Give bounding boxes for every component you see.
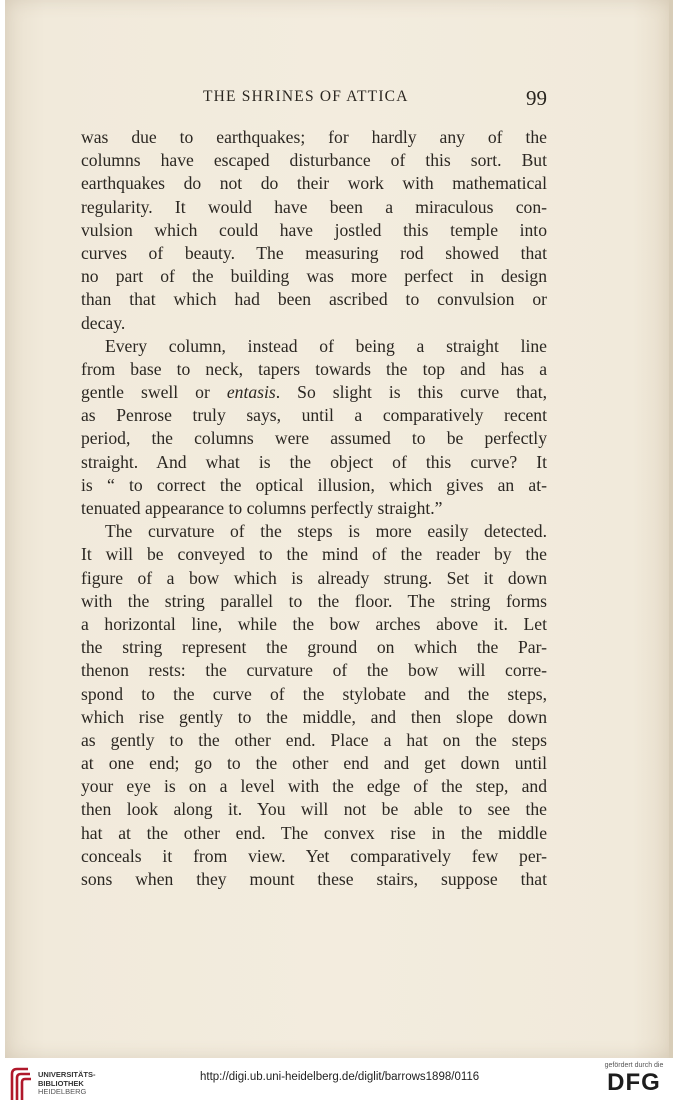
dfg-logo: DFG [607, 1069, 661, 1096]
text-line [81, 381, 547, 404]
italic-term: entasis [226, 382, 276, 403]
running-title: THE SHRINES OF ATTICA [203, 88, 409, 105]
text-line: columns have escaped disturbance of this sort. But [81, 150, 547, 171]
library-line: UNIVERSITÄTS- [38, 1070, 96, 1079]
text-line: then look along it. You will not be able to see the [81, 799, 547, 820]
text-line: spond to the curve of the stylobate and the steps, [81, 683, 547, 704]
text-line: sons when they mount these stairs, suppose that [81, 869, 547, 889]
text-line: It will be conveyed to the mind of the reader by the [81, 544, 547, 565]
body-text [81, 126, 547, 891]
text-line: earthquakes do not do their work with mathematical [81, 173, 547, 194]
text-line: straight. And what is the object of this curve? It [81, 451, 547, 472]
text-fragment: . So slight is this curve that, [275, 382, 548, 403]
page-number: 99 [526, 86, 547, 110]
text-line: which rise gently to the middle, and then slope down [81, 706, 547, 727]
text-line: hat at the other end. The convex rise in the middle [81, 822, 547, 843]
text-line: vulsion which could have jostled this temple into [81, 219, 547, 240]
library-logo[interactable] [6, 1066, 126, 1102]
text-line: your eye is on a level with the edge of the step, and [81, 776, 547, 797]
text-line: conceals it from view. Yet comparatively few per- [81, 845, 547, 866]
text-line: curves of beauty. The measuring rod showed that [81, 242, 547, 263]
library-emblem-icon [6, 1066, 34, 1102]
book-page [5, 0, 673, 1058]
text-line: was due to earthquakes; for hardly any of the [81, 127, 547, 147]
text-line: from base to neck, tapers towards the top and has a [81, 358, 547, 379]
text-line: thenon rests: the curvature of the bow will corre- [81, 660, 547, 681]
text-line: is “ to correct the optical illusion, which gives an at- [81, 474, 547, 495]
funder-block [598, 1062, 670, 1104]
text-line: period, the columns were assumed to be perfectly [81, 428, 547, 449]
text-line: a horizontal line, while the bow arches above it. Let [81, 613, 547, 634]
text-line: at one end; go to the other end and get down until [81, 753, 547, 774]
text-line: regularity. It would have been a miraculous con- [81, 196, 547, 217]
text-line: than that which had been ascribed to convulsion or [81, 289, 547, 310]
funding-caption: gefördert durch die [604, 1062, 664, 1069]
library-name [38, 1071, 96, 1097]
text-line: as Penrose truly says, until a comparatively recent [81, 405, 547, 426]
text-line: as gently to the other end. Place a hat on the steps [81, 729, 547, 750]
permalink-url[interactable]: http://digi.ub.uni-heidelberg.de/diglit/barrows1898/0116 [200, 1071, 480, 1083]
text-line: The curvature of the steps is more easily detected. [105, 521, 547, 542]
page-edge [669, 0, 673, 1058]
text-line: with the string parallel to the floor. The string forms [81, 590, 547, 611]
text-line: tenuated appearance to columns perfectly straight.” [81, 498, 443, 518]
library-line: HEIDELBERG [38, 1087, 87, 1096]
text-fragment: gentle swell or [81, 382, 227, 403]
running-head [5, 86, 673, 110]
text-line: figure of a bow which is already strung. Set it down [81, 567, 547, 588]
text-line: decay. [81, 312, 126, 333]
library-line: BIBLIOTHEK [38, 1078, 84, 1088]
digitization-footer [0, 1058, 678, 1108]
text-line: no part of the building was more perfect in design [81, 266, 547, 287]
text-line: Every column, instead of being a straight line [105, 335, 547, 356]
text-line: the string represent the ground on which the Par- [81, 637, 547, 658]
